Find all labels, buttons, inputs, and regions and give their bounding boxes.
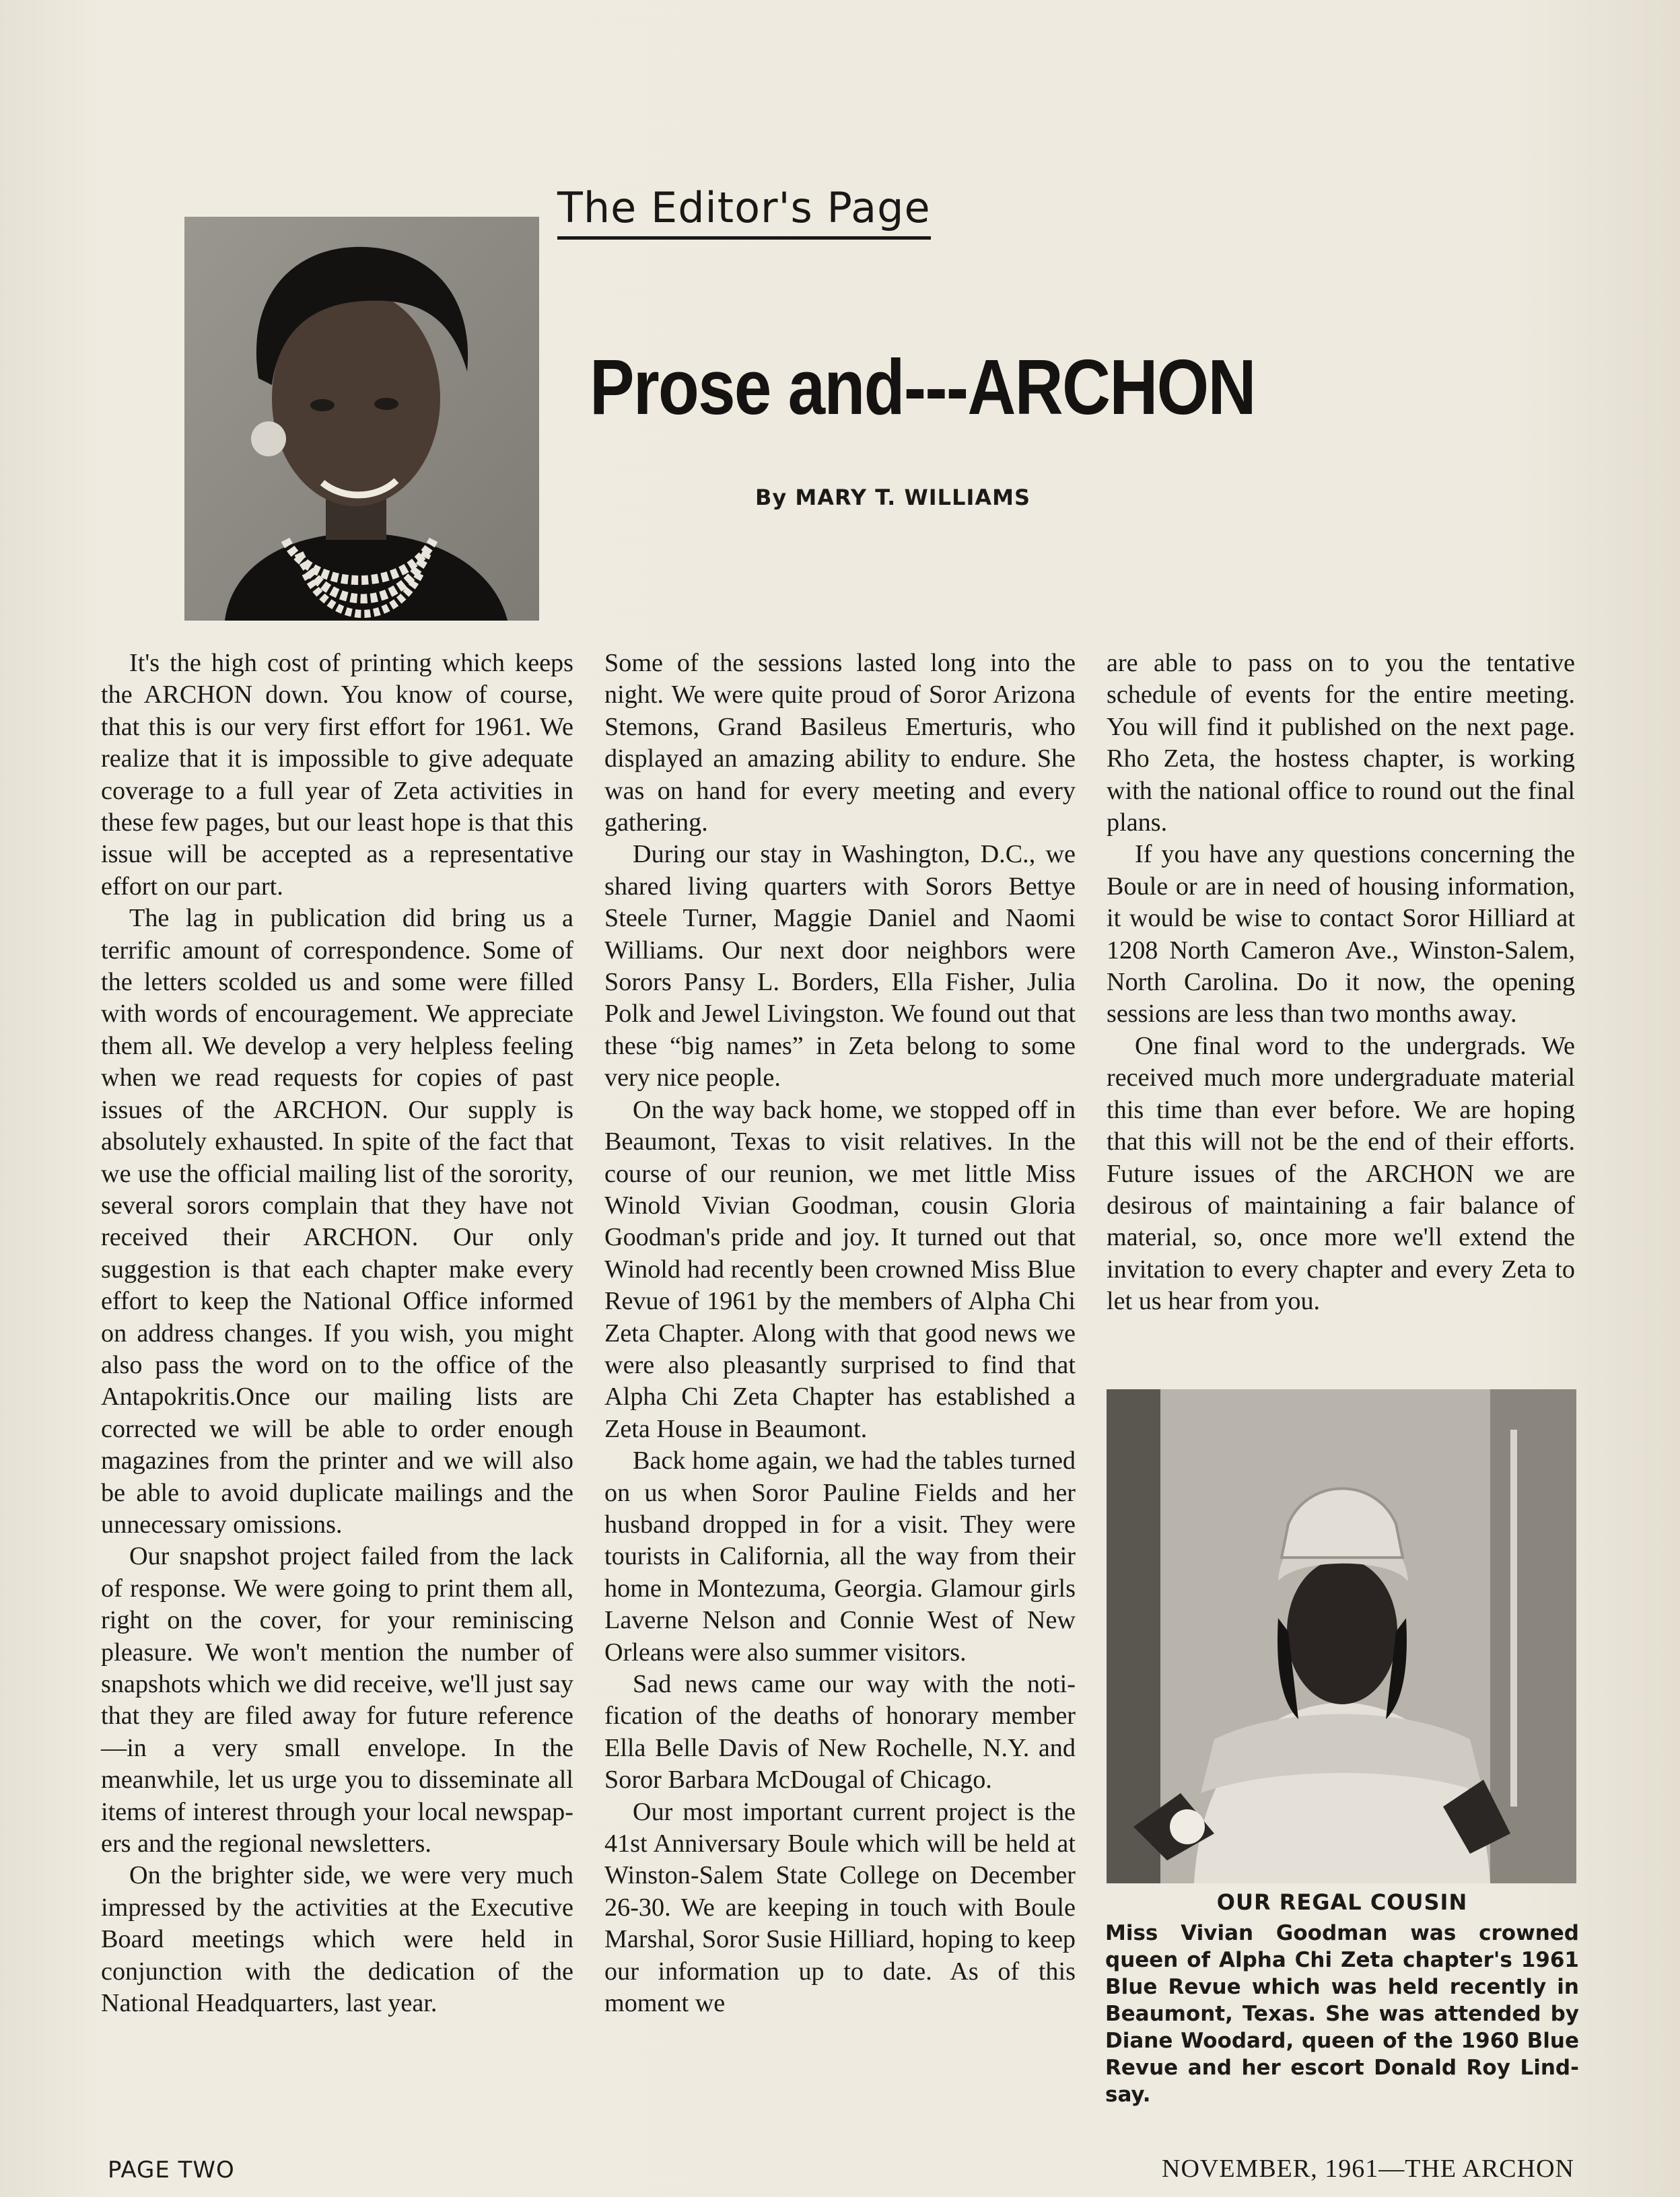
paragraph: Our most important current project is the 41st Anniversary Boule which will be held at Winston-Salem State College on December 26-30. We are keeping in touch with Boule Marshal, Soror Susie Hilliard, hoping to keep our information up to date. As of this moment we bbox=[604, 1797, 1076, 2018]
paragraph: Some of the sessions lasted long into the night. We were quite proud of Soror Arizona Stemons, Grand Basileus Emerturis, who displayed an amazing ability to endure. She was on hand for every meeting and every gathering. bbox=[604, 649, 1076, 837]
byline: By MARY T. WILLIAMS bbox=[755, 485, 1031, 510]
paragraph: During our stay in Washington, D.C., we shared living quarters with Sorors Bettye Steele Turner, Maggie Daniel and Naomi Williams. Our next door neighbors were Sorors Pansy L. Borders, Ella Fisher, Julia Polk and Jewel Livingston. We found out that these “big names” in Zeta belong to some very nice people. bbox=[604, 840, 1076, 1092]
editor-portrait bbox=[184, 217, 539, 621]
paragraph: Back home again, we had the tables turned on us when Soror Pauline Fields and her husband dropped in for a visit. They were tourists in California, all the way from their home in Montezuma, Georgia. Glamour girls Laverne Nelson and Connie West of New Orleans were also summer visitors. bbox=[604, 1446, 1076, 1667]
page-number: PAGE TWO bbox=[108, 2157, 235, 2184]
paragraph: Our snapshot project failed from the lack of response. We were going to print them all, right on the cover, for your reminiscing pleasure. We won't mention the number of snapshots which we did receive, we'll just say that they are filed away for future reference—in a very small envelope. In the meanwhile, let us urge you to disseminate all items of interest through your local newspapers and the regional newsletters. bbox=[101, 1542, 573, 1858]
article-column-1 bbox=[101, 648, 573, 2019]
paragraph: On the way back home, we stopped off in Beaumont, Texas to visit relatives. In the course of our reunion, we met little Miss Winold Vivian Goodman, cousin Gloria Goodman's pride and joy. It turned out that Winold had recently been crowned Miss Blue Revue of 1961 by the members of Alpha Chi Zeta Chapter. Along with that good news we were also pleasantly surprised to find that Alpha Chi Zeta Chapter has established a Zeta House in Beaumont. bbox=[604, 1095, 1076, 1443]
caption-title: OUR REGAL COUSIN bbox=[1216, 1889, 1468, 1915]
photo-caption bbox=[1105, 1889, 1579, 2108]
paragraph: On the brighter side, we were very much impressed by the activities at the Executive Board meetings which were held in conjunction with the dedication of the National Headquarters, last year. bbox=[101, 1861, 573, 2018]
paragraph: One final word to the undergrads. We received much more undergraduate material this time than ever before. We are hoping that this will not be the end of their efforts. Future issues of the ARCHON we are desirous of maintaining a fair balance of material, so, once more we'll extend the invitation to every chapter and every Zeta to let us hear from you. bbox=[1107, 1031, 1575, 1316]
caption-text: Miss Vivian Goodman was crowned queen of Alpha Chi Zeta chapter's 1961 Blue Revue which was held recently in Beaumont, Texas. She was attended by Diane Woodard, queen of the 1960 Blue Revue and her escort Donald Roy Lindsay. bbox=[1105, 1921, 1579, 2107]
paragraph: It's the high cost of printing which keeps the ARCHON down. You know of course, that this is our very first effort for 1961. We realize that it is impossible to give adequate coverage to a full year of Zeta activities in these few pages, but our least hope is that this issue will be accepted as a representative effort on our part. bbox=[101, 649, 573, 901]
queen-photo-image bbox=[1107, 1389, 1576, 1883]
paragraph: If you have any questions concerning the Boule or are in need of housing information, it would be wise to contact Soror Hilliard at 1208 North Cameron Ave., Winston-Salem, North Carolina. Do it now, the opening sessions are less than two months away. bbox=[1107, 840, 1575, 1028]
queen-photo bbox=[1107, 1389, 1576, 1883]
portrait-image bbox=[184, 217, 539, 621]
paragraph: The lag in publication did bring us a terrific amount of correspondence. Some of the letters scolded us and some were filled with words of encouragement. We appreciate them all. We develop a very helpless feeling when we read requests for copies of past issues of the ARCHON. Our supply is absolutely exhausted. In spite of the fact that we use the official mailing list of the sorority, several sorors complain that they have not received their ARCHON. Our only suggestion is that each chapter make every effort to keep the National Office informed on address changes. If you wish, you might also pass the word on to the office of the Antapokritis.Once our mailing lists are corrected we will be able to order enough magazines from the printer and we will also be able to avoid duplicate mailings and the unnecessary omissions. bbox=[101, 904, 573, 1539]
article-column-2 bbox=[604, 648, 1076, 2019]
paragraph: Sad news came our way with the notification of the deaths of honorary member Ella Belle Davis of New Rochelle, N.Y. and Soror Barbara McDougal of Chicago. bbox=[604, 1670, 1076, 1794]
section-title: The Editor's Page bbox=[557, 183, 931, 240]
article-headline: Prose and---ARCHON bbox=[590, 343, 1255, 431]
paragraph: are able to pass on to you the tentative schedule of events for the entire meeting. You will find it published on the next page. Rho Zeta, the hostess chapter, is working with the national office to round out the final plans. bbox=[1107, 649, 1575, 837]
article-column-3 bbox=[1107, 648, 1575, 1318]
issue-date: NOVEMBER, 1961—THE ARCHON bbox=[1162, 2155, 1574, 2183]
